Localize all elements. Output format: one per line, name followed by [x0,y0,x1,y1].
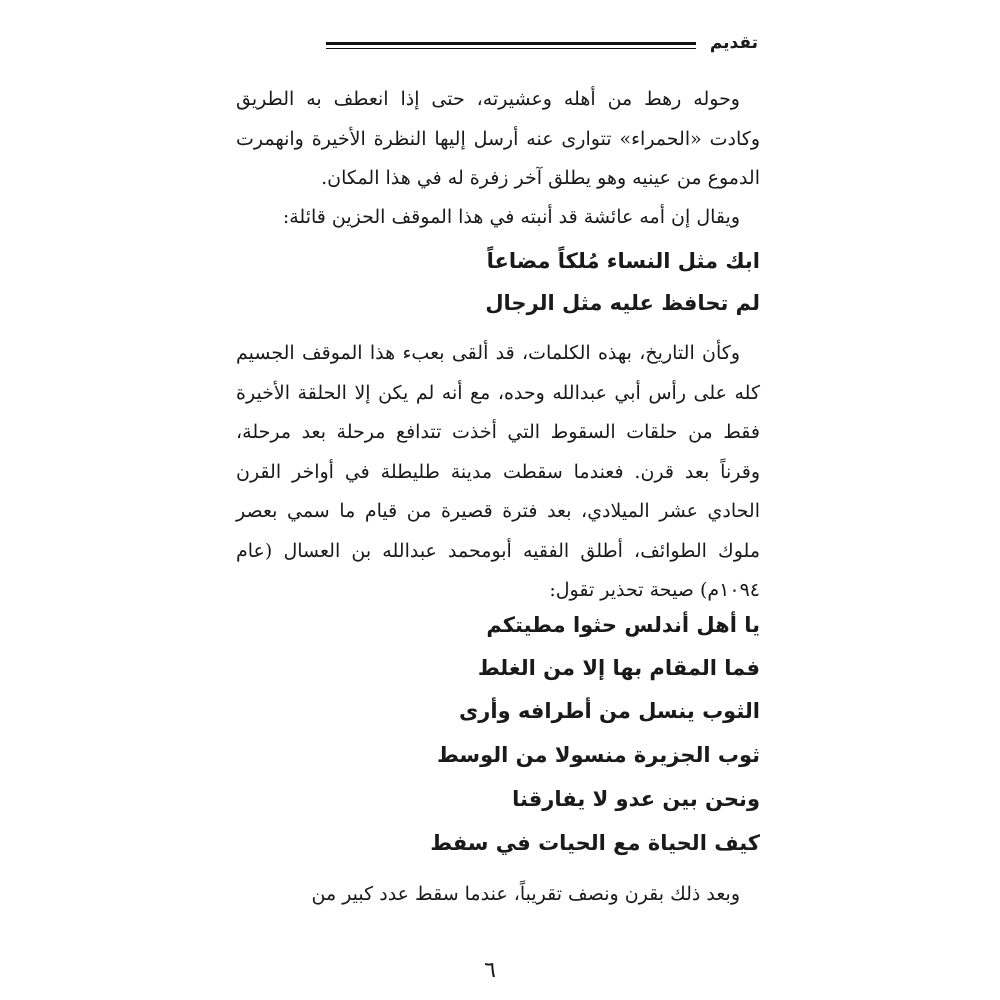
verse-line-6: ثوب الجزيرة منسولا من الوسط [436,743,760,767]
paragraph-1: وحوله رهط من أهله وعشيرته، حتى إذا انعطف به الطريق وكادت «الحمراء» تتوارى عنه أرسل إليها النظرة الأخيرة وانهمرت الدموع من عينيه وهو يطلق آخر زفرة له في هذا المكان. [236,88,760,189]
paragraph-4: وبعد ذلك بقرن ونصف تقريباً، عندما سقط عدد كبير من [311,883,740,905]
verse-line-5: الثوب ينسل من أطرافه وأرى [459,699,760,723]
paragraph-1-block [236,80,760,199]
verse-line-3: يا أهل أندلس حثوا مطيتكم [486,613,760,637]
paragraph-3-block [236,334,760,611]
running-header [326,32,758,58]
header-title: تقديم [709,33,758,53]
verse-line-2: لم تحافظ عليه مثل الرجال [485,291,760,315]
verse-line-4: فما المقام بها إلا من الغلط [477,656,760,680]
verse-line-7: ونحن بين عدو لا يفارقنا [512,787,760,811]
verse-line-1: ابك مثل النساء مُلكاً مضاعاً [486,249,760,273]
header-rule [326,42,696,49]
paragraph-4-block [236,875,760,915]
verse-line-8: كيف الحياة مع الحيات في سفط [430,831,760,855]
paragraph-2: ويقال إن أمه عائشة قد أنبته في هذا الموقف الحزين قائلة: [282,206,740,228]
page-number: ٦ [484,958,496,983]
paragraph-2-block [236,198,760,238]
paragraph-3: وكأن التاريخ، بهذه الكلمات، قد ألقى بعبء هذا الموقف الجسيم كله على رأس أبي عبدالله وحده، مع أنه لم يكن إلا الحلقة الأخيرة فقط من حلقات السقوط التي أخذت تتدافع مرحلة بعد مرحلة، وقرناً بعد قرن. فعندما سقطت مدينة طليطلة في أواخر القرن الحادي عشر الميلادي، بعد فترة قصيرة من قيام ما سمي بعصر ملوك الطوائف، أطلق الفقيه أبومحمد عبدالله بن العسال (عام ١٠٩٤م) صيحة تحذير تقول: [236,342,760,601]
